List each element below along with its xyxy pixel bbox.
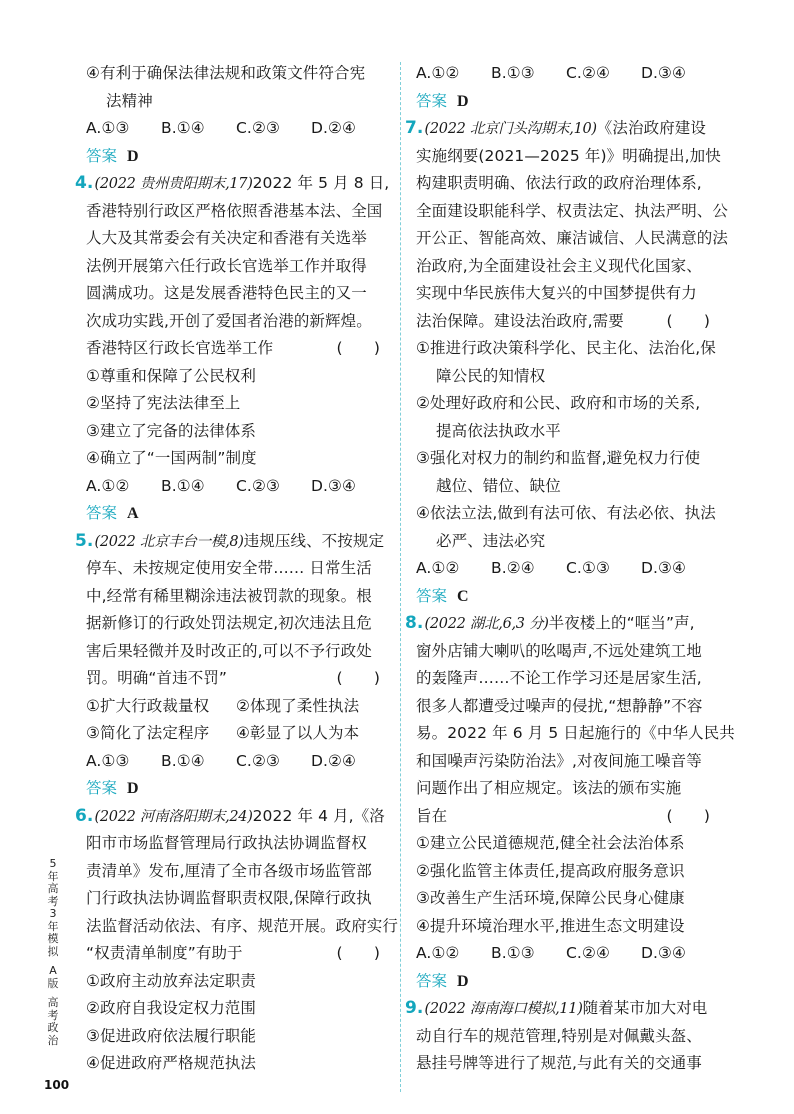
q6-option-3: ③促进政府依法履行职能: [86, 1026, 256, 1045]
choice-d: D.③④: [641, 944, 687, 962]
choice-a: A.①②: [86, 476, 130, 495]
question-text: 2022 年 4 月,《洛: [252, 806, 385, 825]
question-text: 随着某市加大对电: [582, 999, 708, 1017]
question-number: 4.: [75, 173, 94, 193]
book-subject: 高考政治: [47, 996, 59, 1047]
q6-option-4: ④促进政府严格规范执法: [86, 1054, 256, 1072]
choice-b: B.②④: [491, 559, 535, 577]
answer-label: 答案: [86, 779, 118, 797]
q5-text: 据新修订的行政处罚法规定,初次违法且危: [86, 614, 372, 632]
q4-text: 法例开展第六任行政长官选举工作并取得: [86, 256, 367, 275]
right-column: [405, 60, 735, 1078]
q4-text: 次成功实践,开创了爱国者治港的新辉煌。: [86, 311, 372, 330]
question-source: (2022 河南洛阳期末,24): [94, 808, 253, 825]
question-number: 5.: [75, 530, 94, 551]
answer-label: 答案: [86, 146, 118, 165]
q5-text: 停车、未按规定使用安全带…… 日常生活: [86, 559, 372, 577]
q4-stem-end: [86, 335, 386, 363]
q8-option-1: ①建立公民道德规范,健全社会法治体系: [416, 834, 685, 852]
left-column: [75, 60, 399, 1078]
choice-d: D.③④: [641, 559, 687, 577]
choice-b: B.①④: [161, 119, 205, 137]
q7-text: 构建职责明确、依法行政的政府治理体系,: [416, 174, 702, 192]
answer-value: D: [457, 972, 469, 990]
q8-text: 很多人都遭受过噪声的侵扰,“想静静”不容: [416, 696, 703, 715]
question-text: 香港特区行政长官选举工作: [86, 339, 274, 357]
q5-text: 害后果轻微并及时改正的,可以不予行政处: [86, 641, 372, 660]
choice-a: A.①②: [416, 559, 460, 577]
q7-first-line: [405, 115, 716, 143]
choice-a: A.①②: [416, 64, 460, 82]
choice-b: B.①④: [161, 476, 205, 495]
q4-option-1: ①尊重和保障了公民权利: [86, 366, 256, 385]
question-number: 8.: [405, 613, 424, 633]
q7-option-1-cont: 障公民的知情权: [436, 366, 546, 385]
q8-first-line: [405, 610, 716, 638]
choice-a: A.①③: [86, 119, 130, 137]
q3-option-4: ④有利于确保法律法规和政策文件符合宪: [86, 64, 366, 82]
question-text: 罚。明确“首违不罚”: [86, 669, 228, 687]
question-number: 7.: [405, 118, 424, 138]
q7-choices: [416, 555, 716, 583]
choice-c: C.①③: [566, 559, 610, 577]
choice-d: D.③④: [311, 476, 357, 495]
choice-a: A.①③: [86, 751, 130, 770]
q5-option-2: ②体现了柔性执法: [236, 696, 360, 715]
choice-d: D.②④: [311, 751, 357, 770]
q8-text: 易。2022 年 6 月 5 日起施行的《中华人民共: [416, 724, 735, 742]
q7-option-1: ①推进行政决策科学化、民主化、法治化,保: [416, 339, 716, 357]
answer-label: 答案: [416, 971, 448, 990]
q7-text: 实施纲要(2021—2025 年)》明确提出,加快: [416, 146, 721, 165]
q5-option-1: ①扩大行政裁量权: [86, 696, 210, 715]
choice-c: C.②④: [566, 944, 610, 962]
choice-d: D.②④: [311, 119, 357, 137]
choice-b: B.①④: [161, 751, 205, 770]
answer-blank: ( ): [336, 339, 380, 357]
q5-option-3: ③简化了法定程序: [86, 724, 210, 742]
q7-text: 开公正、智能高效、廉洁诚信、人民满意的法: [416, 229, 729, 247]
q6-text: 门行政执法协调监督职责权限,保障行政执: [86, 889, 372, 907]
question-text: 旨在: [416, 806, 448, 825]
q8-text: 窗外店铺大喇叭的吆喝声,不远处建筑工地: [416, 641, 702, 660]
q7-answer: [416, 583, 716, 611]
q7-option-4-cont: 必严、违法必究: [436, 531, 546, 550]
q6-stem-end: [86, 940, 386, 968]
book-series: 5年高考3年模拟: [47, 857, 59, 958]
q6-answer: [416, 88, 716, 116]
q3-choices: [86, 115, 386, 143]
choice-c: C.②③: [236, 476, 280, 495]
question-source: (2022 北京丰台一模,8): [94, 533, 244, 550]
q5-answer: [86, 775, 386, 803]
question-source: (2022 北京门头沟期末,10): [424, 121, 597, 137]
q4-text: 圆满成功。这是发展香港特色民主的又一: [86, 284, 367, 302]
q5-stem-end: [86, 665, 386, 693]
q3-answer: [86, 143, 386, 171]
answer-blank: ( ): [666, 311, 710, 330]
q8-text: 和国噪声污染防治法》,对夜间施工噪音等: [416, 751, 702, 770]
choice-b: B.①③: [491, 944, 535, 962]
question-text: 2022 年 5 月 8 日,: [252, 174, 390, 192]
q6-choices: [416, 60, 716, 88]
q9-text: 动自行车的规范管理,特别是对佩戴头盔、: [416, 1026, 702, 1045]
q4-option-2: ②坚持了宪法法律至上: [86, 394, 241, 412]
q4-choices: [86, 473, 386, 501]
question-text: “权责清单制度”有助于: [86, 944, 243, 962]
q8-text: 问题作出了相应规定。该法的颁布实施: [416, 779, 682, 797]
q7-option-2: ②处理好政府和公民、政府和市场的关系,: [416, 394, 701, 412]
q5-text: 中,经常有稀里糊涂违法被罚款的现象。根: [86, 586, 372, 605]
question-source: (2022 贵州贵阳期末,17): [94, 176, 253, 192]
choice-d: D.③④: [641, 64, 687, 82]
page-number: 100: [44, 1078, 70, 1092]
answer-value: D: [127, 147, 139, 165]
q4-first-line: [75, 170, 390, 198]
choice-c: C.②④: [566, 64, 610, 82]
q4-option-4: ④确立了“一国两制”制度: [86, 449, 257, 467]
question-text: 法治保障。建设法治政府,需要: [416, 311, 624, 330]
q6-text: 阳市市场监督管理局行政执法协调监督权: [86, 834, 367, 852]
q9-text: 悬挂号牌等进行了规范,与此有关的交通事: [416, 1054, 702, 1072]
answer-label: 答案: [86, 504, 118, 522]
q8-choices: [416, 940, 716, 968]
answer-label: 答案: [416, 586, 448, 605]
question-number: 9.: [405, 998, 424, 1018]
q8-stem-end: [416, 803, 716, 831]
answer-value: D: [457, 92, 469, 110]
answer-blank: ( ): [666, 806, 710, 825]
q8-option-3: ③改善生产生活环境,保障公民身心健康: [416, 889, 685, 907]
q4-answer: [86, 500, 386, 528]
question-number: 6.: [75, 805, 94, 826]
q7-option-3-cont: 越位、错位、缺位: [436, 476, 561, 495]
question-text: 违规压线、不按规定: [243, 531, 385, 550]
q8-option-4: ④提升环境治理水平,推进生态文明建设: [416, 916, 685, 935]
q7-option-3: ③强化对权力的制约和监督,避免权力行使: [416, 449, 701, 467]
question-source: (2022 湖北,6,3 分): [424, 616, 549, 632]
q7-option-2-cont: 提高依法执政水平: [436, 421, 561, 440]
choice-c: C.②③: [236, 751, 280, 770]
book-title-sidebar: [46, 858, 60, 1054]
q7-option-4: ④依法立法,做到有法可依、有法必依、执法: [416, 504, 716, 522]
answer-label: 答案: [416, 91, 448, 110]
q4-text: 人大及其常委会有关决定和香港有关选举: [86, 229, 367, 247]
q3-option-4-cont: 法精神: [106, 91, 153, 110]
column-divider: [400, 62, 401, 1092]
answer-value: D: [127, 780, 139, 797]
q6-option-1: ①政府主动放弃法定职责: [86, 971, 256, 990]
q5-first-line: [75, 528, 386, 556]
q6-option-2: ②政府自我设定权力范围: [86, 999, 256, 1017]
question-source: (2022 海南海口模拟,11): [424, 1001, 583, 1017]
q6-first-line: [75, 803, 386, 831]
q7-text: 治政府,为全面建设社会主义现代化国家、: [416, 256, 702, 275]
q7-stem-end: [416, 308, 716, 336]
answer-blank: ( ): [336, 944, 380, 962]
q4-text: 香港特别行政区严格依照香港基本法、全国: [86, 201, 383, 220]
q8-option-2: ②强化监管主体责任,提高政府服务意识: [416, 861, 685, 880]
choice-b: B.①③: [491, 64, 535, 82]
q5-options-row-2: [86, 720, 386, 748]
q5-option-4: ④彰显了以人为本: [236, 724, 360, 742]
q5-choices: [86, 748, 386, 776]
question-text: 半夜楼上的“哐当”声,: [548, 614, 695, 632]
q6-text: 法监督活动依法、有序、规范开展。政府实行: [86, 916, 399, 935]
q8-answer: [416, 968, 716, 996]
choice-a: A.①②: [416, 944, 460, 962]
answer-value: C: [457, 587, 469, 605]
q7-text: 全面建设职能科学、权责法定、执法严明、公: [416, 201, 729, 220]
answer-value: A: [127, 505, 139, 522]
q4-option-3: ③建立了完备的法律体系: [86, 421, 256, 440]
q6-text: 责清单》发布,厘清了全市各级市场监管部: [86, 861, 372, 880]
q5-options-row-1: [86, 693, 386, 721]
q7-text: 实现中华民族伟大复兴的中国梦提供有力: [416, 284, 697, 302]
question-text: 《法治政府建设: [596, 119, 706, 137]
choice-c: C.②③: [236, 119, 280, 137]
q9-first-line: [405, 995, 716, 1023]
answer-blank: ( ): [336, 669, 380, 687]
q8-text: 的轰隆声……不论工作学习还是居家生活,: [416, 669, 702, 687]
book-edition: A版: [47, 964, 59, 990]
